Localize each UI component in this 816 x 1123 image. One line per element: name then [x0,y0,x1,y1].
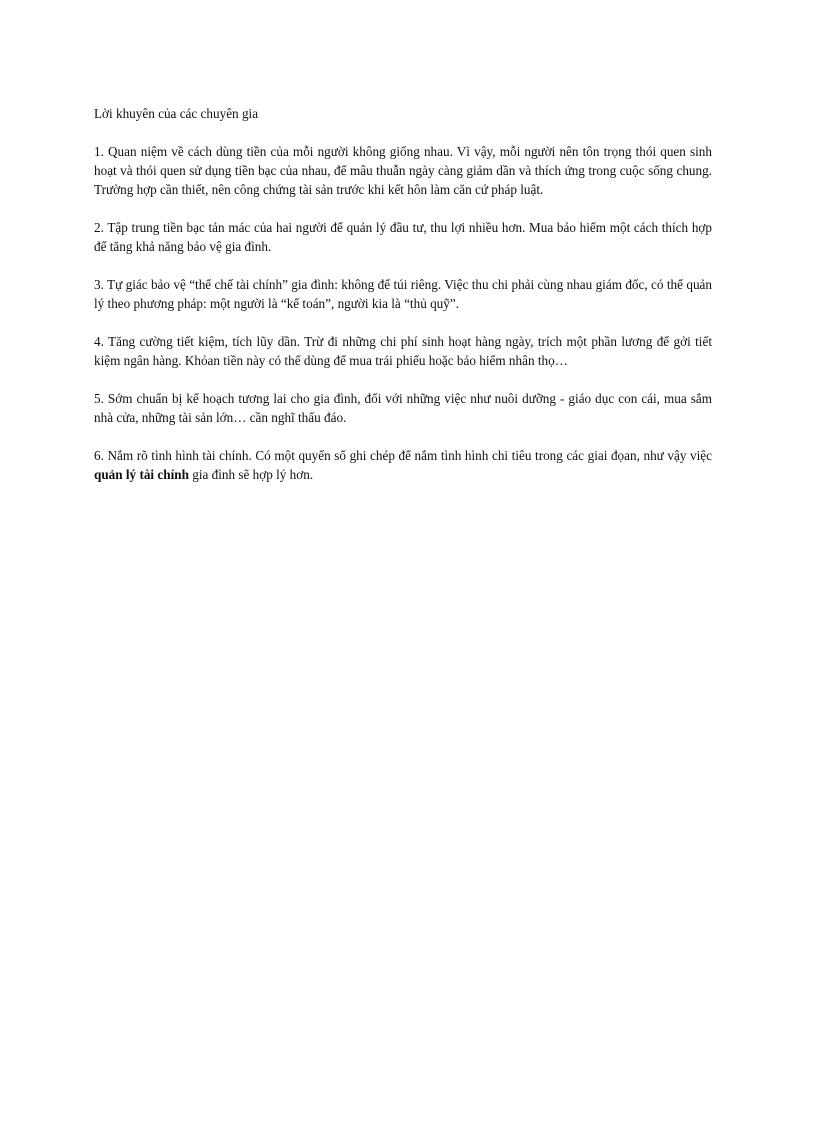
paragraph-4: 4. Tăng cường tiết kiệm, tích lũy dần. Trừ đi những chi phí sinh hoạt hàng ngày, trích một phần lương để gởi tiết kiệm ngân hàng. Khỏan tiền này có thể dùng để mua trái phiếu hoặc bảo hiểm nhân thọ… [94,334,712,368]
paragraph-6 [94,446,712,484]
document-page [94,104,712,503]
paragraph-6-bold-term: quản lý tài chính [94,467,189,482]
paragraph-6-lead: 6. Nắm rõ tình hình tài chính. Có một quyển sổ ghi chép để nắm tình hình chi tiêu trong các giai đọan, như vậy việc [94,448,712,463]
paragraph-5: 5. Sớm chuẩn bị kế hoạch tương lai cho gia đình, đối với những việc như nuôi dưỡng - giáo dục con cái, mua sắm nhà cửa, những tài sản lớn… cần nghĩ thấu đáo. [94,391,712,425]
paragraph-3: 3. Tự giác bảo vệ “thể chế tài chính” gia đình: không để túi riêng. Việc thu chi phải cùng nhau giám đốc, có thể quản lý theo phương pháp: một người là “kế toán”, người kia là “thủ quỹ”. [94,277,712,311]
paragraph-2: 2. Tập trung tiền bạc tản mác của hai người để quản lý đầu tư, thu lợi nhiều hơn. Mua bảo hiểm một cách thích hợp để tăng khả năng bảo vệ gia đình. [94,220,712,254]
paragraph-1: 1. Quan niệm về cách dùng tiền của mỗi người không giống nhau. Vì vậy, mỗi người nên tôn trọng thói quen sinh hoạt và thói quen sử dụng tiền bạc của nhau, để mâu thuẫn ngày càng giảm dần và thích ứng trong cuộc sống chung. Trường hợp cần thiết, nên công chứng tài sản trước khi kết hôn làm căn cứ pháp luật. [94,144,712,197]
paragraph-6-tail: gia đình sẽ hợp lý hơn. [188,467,314,482]
document-title: Lời khuyên của các chuyên gia [94,106,259,121]
